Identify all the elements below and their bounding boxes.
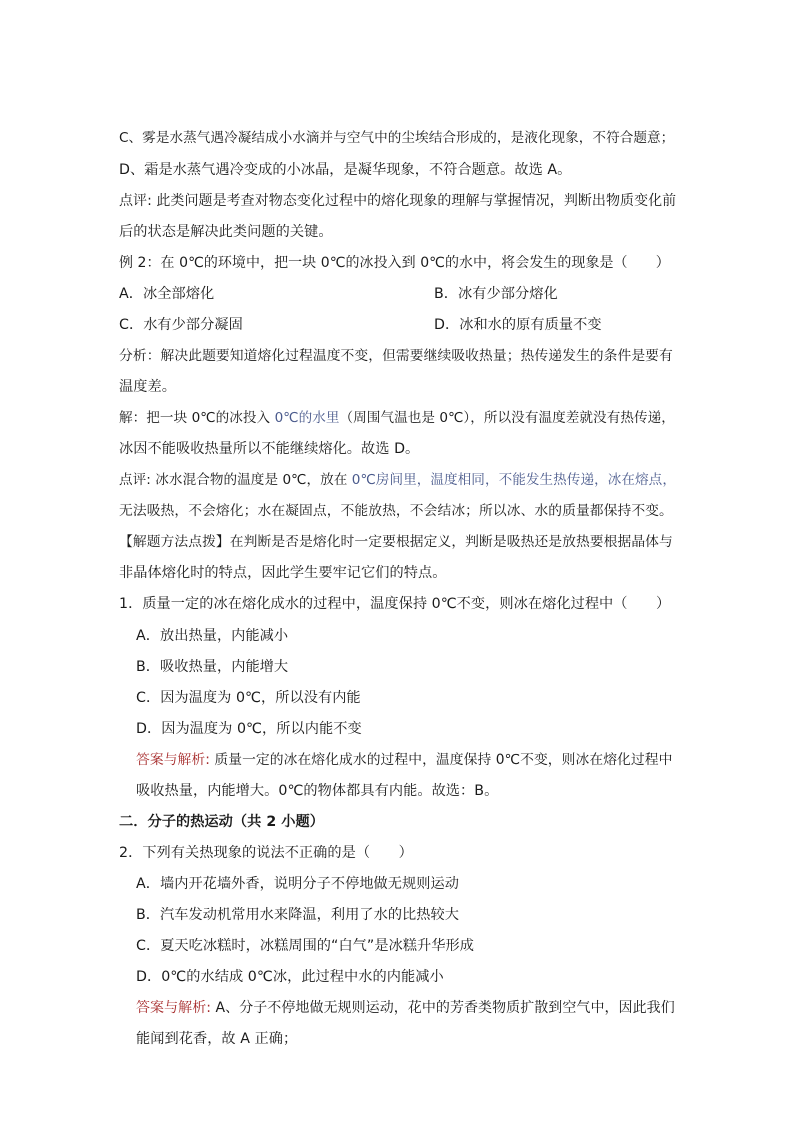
question-2-answer-line-2: 能闻到花香，故 A 正确； (136, 1031, 298, 1047)
question-1-answer-line-1 (136, 751, 672, 769)
comment-1-line-1: 点评: 此类问题是考查对物态变化过程中的熔化现象的理解与掌握情况，判断出物质变化前 (119, 193, 677, 209)
question-1: 1．质量一定的冰在熔化成水的过程中，温度保持 0℃不变，则冰在熔化过程中（ ） (119, 596, 671, 612)
example-2-options-row-2 (119, 316, 602, 334)
example-2-comment-line-2: 无法吸热，不会熔化；水在凝固点，不能放热，不会结冰；所以冰、水的质量都保持不变。 (119, 503, 673, 519)
question-2-option-c: C．夏天吃冰糕时，冰糕周围的“白气”是冰糕升华形成 (136, 938, 474, 954)
question-2-option-a: A．墙内开花墙外香，说明分子不停地做无规则运动 (136, 876, 459, 892)
method-tip-line-1 (119, 533, 673, 551)
answer-text: A、分子不停地做无规则运动，花中的芳香类物质扩散到空气中，因此我们 (211, 1000, 675, 1016)
section-2-title: 二．分子的热运动（共 2 小题） (119, 814, 324, 830)
answer-label: 答案与解析: (136, 752, 210, 768)
method-tip-text: 在判断是否是熔化时一定要根据定义，判断是吸热还是放热要根据晶体与 (229, 534, 673, 550)
example-2-option-a: A．冰全部熔化 (119, 286, 215, 302)
choice-c-explanation: C、雾是水蒸气遇冷凝结成小水滴并与空气中的尘埃结合形成的，是液化现象，不符合题意； (119, 130, 675, 146)
question-1-option-a: A．放出热量，内能减小 (136, 628, 289, 644)
example-2-option-c: C．水有少部分凝固 (119, 317, 243, 333)
example-2-option-b: B．冰有少部分熔化 (434, 286, 558, 302)
solution-highlight: 0℃的水里 (274, 410, 340, 426)
example-2-solution-line-2: 冰因不能吸收热量所以不能继续熔化。故选 D。 (119, 441, 420, 457)
example-2-analysis-line-2: 温度差。 (119, 379, 176, 395)
solution-text: （周围气温也是 0℃），所以没有温度差就没有热传递， (339, 410, 675, 426)
answer-label: 答案与解析: (136, 1000, 212, 1016)
method-tip-line-2: 非晶体熔化时的特点，因此学生要牢记它们的特点。 (119, 565, 447, 581)
method-tip-tag: 【解题方法点拨】 (119, 534, 230, 550)
question-2-option-d: D．0℃的水结成 0℃冰，此过程中水的内能减小 (136, 969, 444, 985)
comment-1-line-2: 后的状态是解决此类问题的关键。 (119, 224, 333, 240)
example-2-options-row-1 (119, 285, 558, 303)
example-2-question: 例 2：在 0℃的环境中，把一块 0℃的冰投入到 0℃的水中，将会发生的现象是（ ） (119, 255, 670, 271)
comment-highlight: 0℃房间里，温度相同，不能发生热传递，冰在熔点， (351, 472, 676, 488)
question-1-answer-line-2: 吸收热量，内能增大。0℃的物体都具有内能。故选：B。 (136, 783, 499, 799)
solution-text: 解：把一块 0℃的冰投入 (119, 410, 275, 426)
example-2-analysis-line-1: 分析：解决此题要知道熔化过程温度不变，但需要继续吸收热量；热传递发生的条件是要有 (119, 348, 673, 364)
question-1-option-c: C．因为温度为 0℃，所以没有内能 (136, 690, 361, 706)
answer-text: 质量一定的冰在熔化成水的过程中，温度保持 0℃不变，则冰在熔化过程中 (209, 752, 673, 768)
question-1-option-d: D．因为温度为 0℃，所以内能不变 (136, 721, 362, 737)
question-2: 2．下列有关热现象的说法不正确的是（ ） (119, 845, 413, 861)
question-2-option-b: B．汽车发动机常用水来降温，利用了水的比热较大 (136, 907, 460, 923)
question-1-option-b: B．吸收热量，内能增大 (136, 659, 289, 675)
example-2-solution-line-1 (119, 409, 675, 427)
question-2-answer-line-1 (136, 999, 675, 1017)
comment-text: 点评: 冰水混合物的温度是 0℃，放在 (119, 472, 352, 488)
example-2-comment-line-1 (119, 471, 676, 489)
example-2-option-d: D．冰和水的原有质量不变 (434, 317, 602, 333)
choice-d-explanation: D、霜是水蒸气遇冷变成的小冰晶，是凝华现象，不符合题意。故选 A。 (119, 162, 572, 178)
